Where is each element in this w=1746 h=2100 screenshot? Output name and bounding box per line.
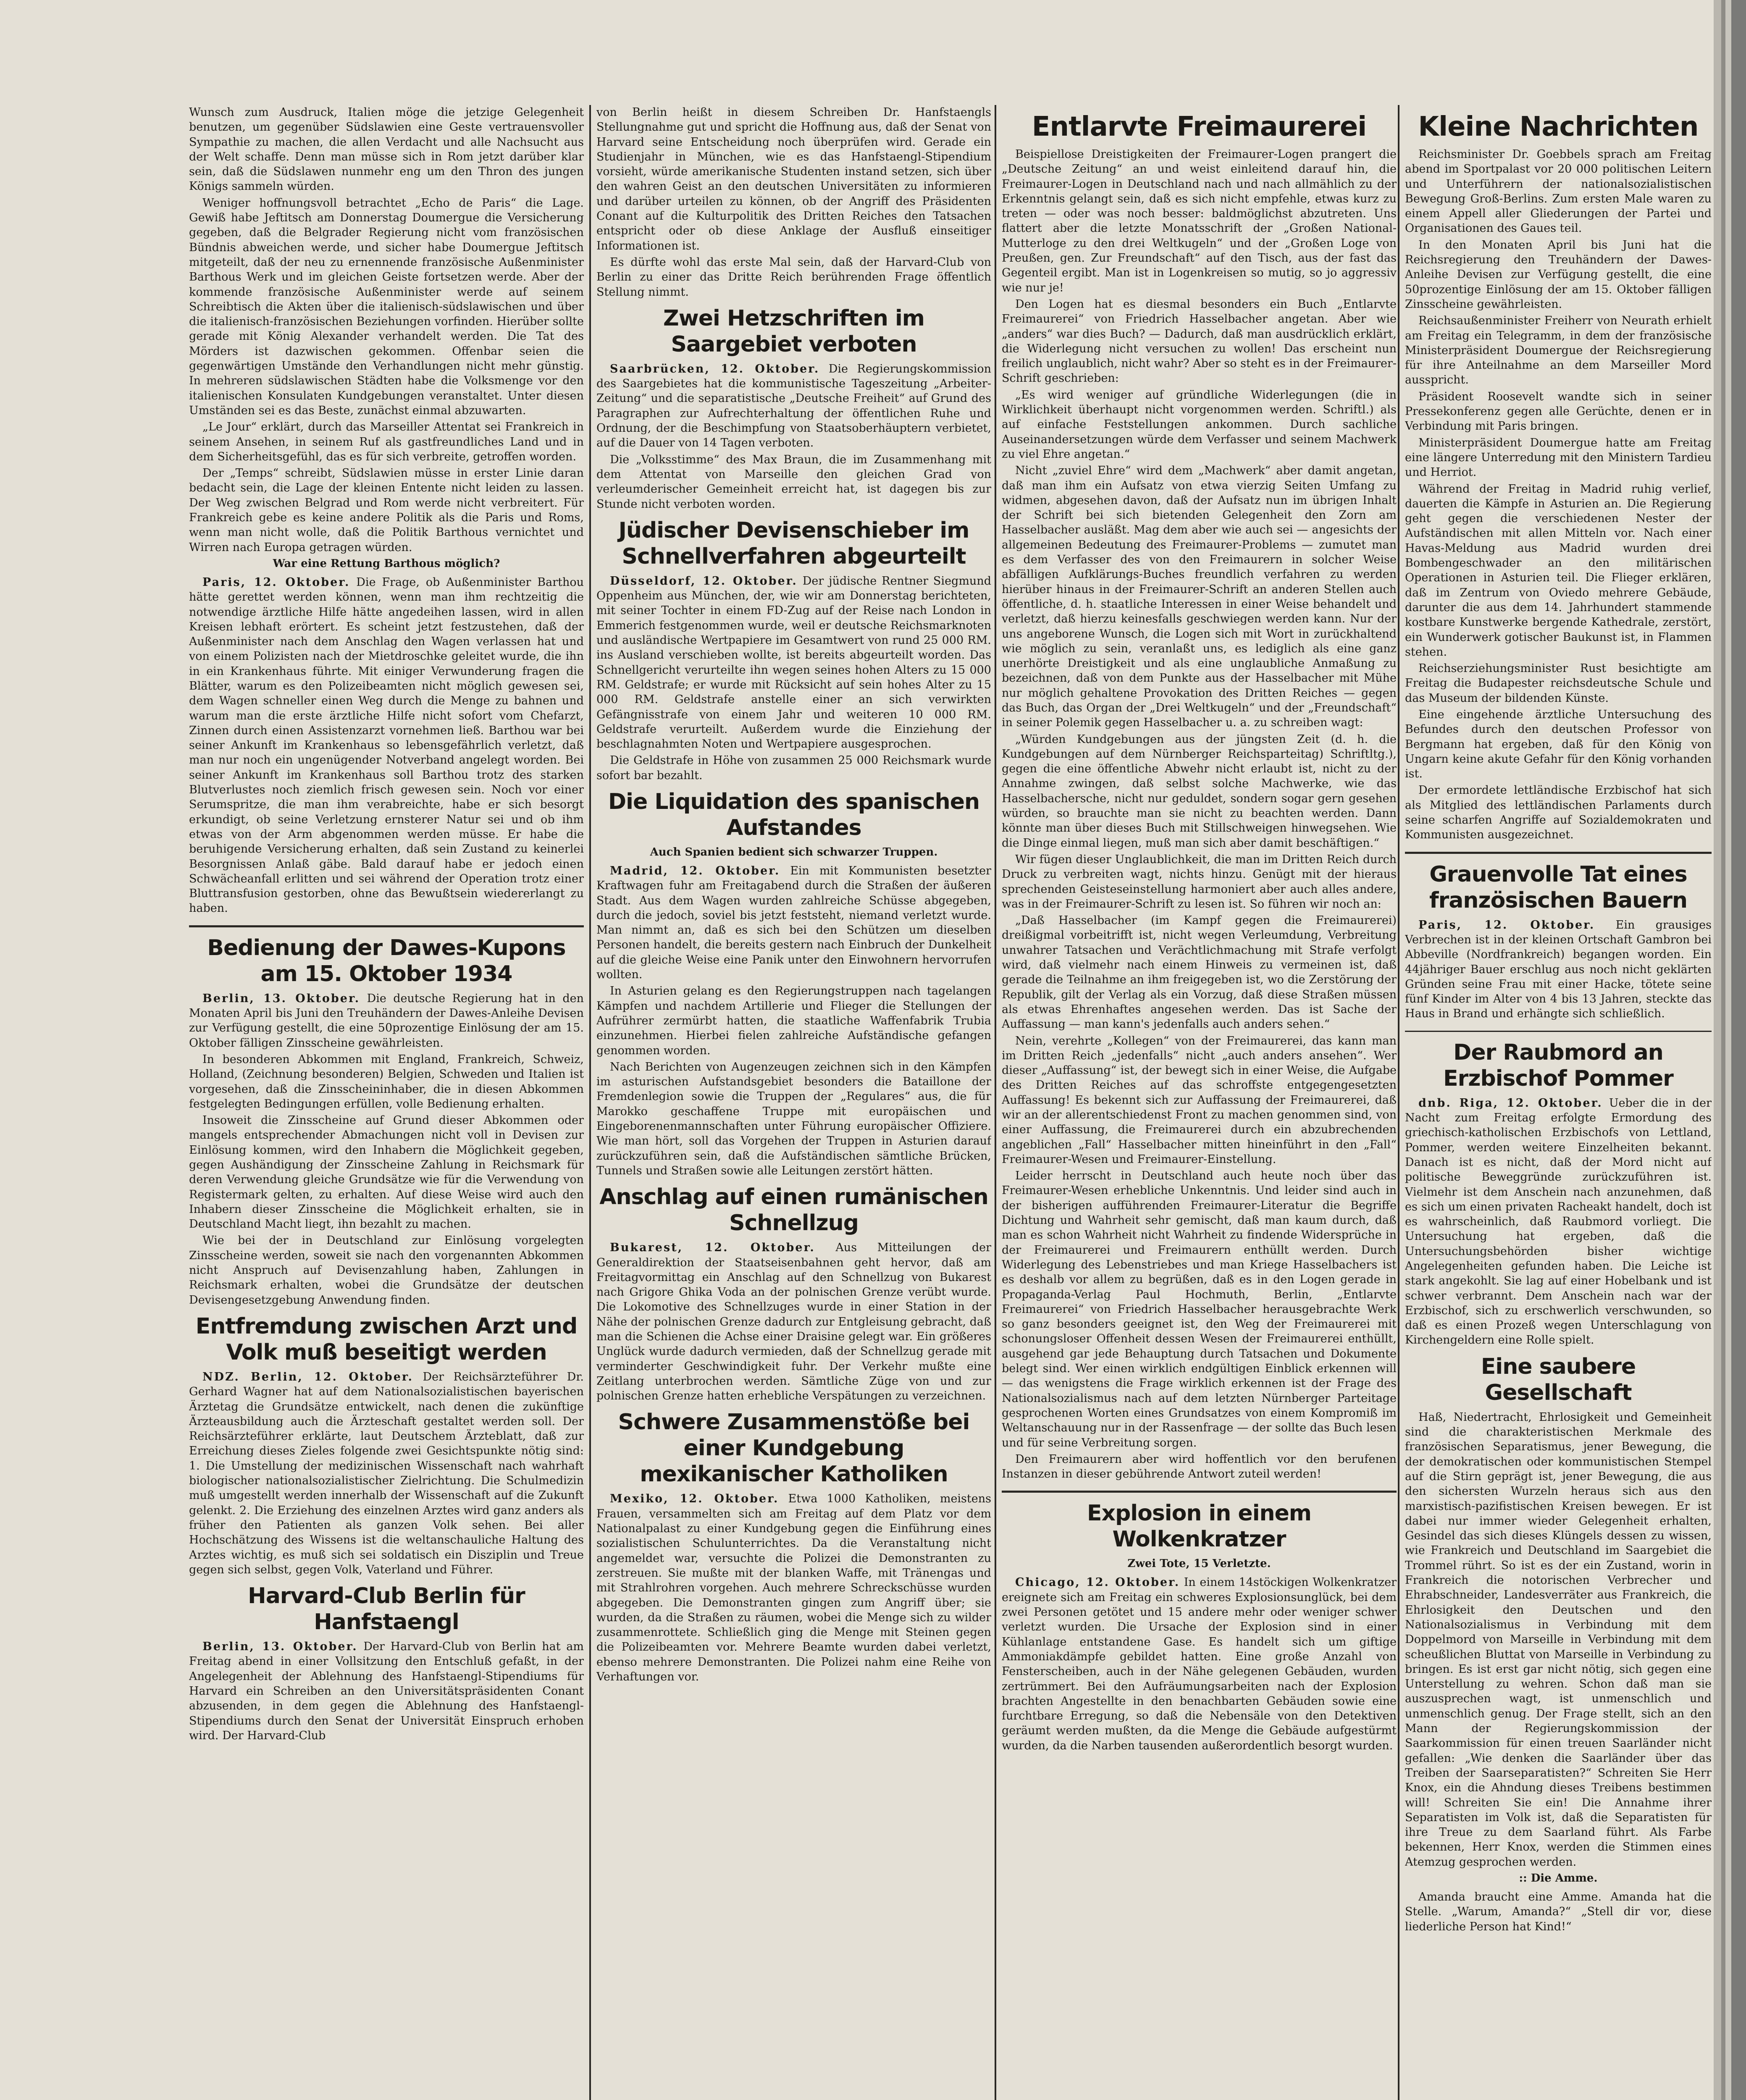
page-edge: [1714, 0, 1721, 2100]
dateline: Chicago, 12. Oktober.: [1015, 1576, 1180, 1589]
column-4: [1405, 105, 1712, 2100]
paragraph: Der ermordete lettländische Erzbischof hat sich als Mitglied des lettländischen Parlaments durch seine scharfen Angriffe auf Sozialdemokraten und Kommunisten ausgezeichnet.: [1405, 784, 1712, 842]
paragraph: Die Frage, ob Außenminister Barthou hätte gerettet werden können, wenn man ihm rechtzeitig die notwendige ärztliche Hilfe hätte angedeihen lassen, wird in allen Kreisen lebhaft erörtert. Es scheint jetzt festzustehen, daß der Außenminister nach dem Anschlag den Wagen verlassen hat und von einem Polizisten nach der Mietdroschke geleitet wurde, die ihn in ein Krankenhaus führte. Mit einiger Verwunderung fragen die Blätter, warum es den Polizeibeamten nicht möglich gewesen sei, dem Wagen schneller einen Weg durch die Menge zu bahnen und warum man die erste ärztliche Hilfe nicht sofort vom Chefarzt, Zinnen durch einen Assistenzarzt vornehmen ließ. Barthou war bei seiner Ankunft im Krankenhaus so lebensgefährlich verletzt, daß man nur noch ein ungenügender Notverband angelegt worden. Bei seiner Ankunft im Krankenhaus soll Barthou trotz des starken Blutverlustes noch ziemlich frisch gewesen sein. Noch vor einer Serumspritze, die man ihm verabreichte, habe er sich besorgt erkundigt, ob seine Verletzung ernsterer Natur sei und ob ihm etwas von der Arm abgenommen werden müsse. Er habe die beruhigende Versicherung erhalten, daß sein Zustand zu keinerlei Besorgnissen Anlaß gäbe. Bald darauf habe er jedoch einen Schwächeanfall erlitten und sei während der Operation trotz einer Bluttransfusion gestorben, ohne das Bewußtsein wiedererlangt zu haben.: [189, 575, 584, 915]
dateline: dnb. Riga, 12. Oktober.: [1418, 1096, 1603, 1110]
paragraph: Die Regierungskommission des Saargebietes hat die kommunistische Tageszeitung „Arbeiter-Zeitung“ und die separatistische „Deutsche Freiheit“ auf Grund des Paragraphen zur Aufrechterhaltung der öffentlichen Ruhe und Ordnung, der die Beschimpfung von Staatsoberhäuptern verbietet, auf die Dauer von 14 Tagen verboten.: [596, 362, 991, 450]
paragraph: Aus Mitteilungen der Generaldirektion der Staatseisenbahnen geht hervor, daß am Freitagvormittag ein Anschlag auf den Schnellzug von Bukarest nach Grigore Ghika Voda an der polnischen Grenze verübt wurde. Die Lokomotive des Schnellzuges wurde in einer Station in der Nähe der polnischen Grenze dadurch zur Entgleisung gebracht, daß man die Schienen die Achse einer Draisine gelegt war. Ein größeres Unglück wurde dadurch vermieden, daß der Schnellzug gerade mit verminderter Geschwindigkeit fuhr. Der Verkehr mußte eine Zeitlang unterbrochen werden. Sämtliche Züge von und zur polnischen Grenze hatten erhebliche Verspätungen zu verzeichnen.: [596, 1241, 991, 1403]
headline: Kleine Nachrichten: [1418, 111, 1699, 142]
dateline: Saarbrücken, 12. Oktober.: [610, 362, 820, 375]
paragraph: „Es wird weniger auf gründliche Widerlegungen (die in Wirklichkeit überhaupt nicht vorgenommen werden. Schriftl.) als auf einfache Feststellungen ankommen. Durch sachliche Auseinandersetzungen würde dem Verfasser und seinem Machwerk zu viel Ehre angetan.“: [1002, 388, 1397, 461]
paragraph: Der jüdische Rentner Siegmund Oppenheim aus München, der, wie wir am Donnerstag berichteten, mit seiner Tochter in einem FD-Zug auf der Reise nach London in Emmerich festgenommen wurde, weil er deutsche Reichsmarknoten und ausländische Wertpapiere im Gesamtwert von rund 25 000 RM. ins Ausland verschieben wollte, ist bereits abgeurteilt worden. Das Schnellgericht verurteilte ihn wegen seines hohen Alters zu 15 000 RM. Geldstrafe; er wurde mit Rücksicht auf sein hohes Alter zu 15 000 RM. Geldstrafe anstelle einer an sich verwirkten Gefängnisstrafe von einem Jahr und weiteren 10 000 RM. Geldstrafe verurteilt. Außerdem wurde die Einziehung der beschlagnahmten Noten und Wertpapiere ausgesprochen.: [596, 574, 991, 751]
paragraph: „Le Jour“ erklärt, durch das Marseiller Attentat sei Frankreich in seinem Ansehen, in seinem Ruf als gastfreundliches Land und in dem Sicherheitsgefühl, das es für sich verbreite, getroffen worden.: [189, 420, 584, 463]
paragraph: Die Geldstrafe in Höhe von zusammen 25 000 Reichsmark wurde sofort bar bezahlt.: [596, 754, 991, 782]
article-divider: [1002, 1491, 1397, 1493]
subheading: War eine Rettung Barthous möglich?: [273, 557, 500, 570]
column-rule: [995, 105, 996, 2100]
paragraph: Nein, verehrte „Kollegen“ von der Freimaurerei, das kann man im Dritten Reich „jedenfalls“ nicht „auch anders ansehen“. Wer dieser „Auffassung“ ist, der bewegt sich in einer Weise, die Aufgabe des Dritten Reiches auf das schroffste entgegengesetzten Auffassung! Es bekennt sich zur Auffassung der Freimaurerei, daß wir an der allerentschiedenst Front zu machen genommen sind, von einer Auffassung, die Freimaurerei durch ein abzubrechenden angeblichen „Fall“ Hasselbacher mitten hineinführt in den „Fall“ Freimaurer-Wesen und Freimaurer-Einstellung.: [1002, 1034, 1397, 1166]
headline: Anschlag auf einen rumänischen Schnellzug: [599, 1184, 988, 1236]
paragraph: Den Logen hat es diesmal besonders ein Buch „Entlarvte Freimaurerei“ von Friedrich Hasselbacher angetan. Aber wie „anders“ war dies Buch? — Dadurch, daß man ausdrücklich erklärt, die Widerlegung nicht versuchen zu wollen! Das erscheint nun freilich unglaublich, nicht wahr? Aber so steht es in der Freimaurer-Schrift geschrieben:: [1002, 297, 1397, 385]
headline: Entfremdung zwischen Arzt und Volk muß beseitigt werden: [195, 1313, 578, 1365]
paragraph: Insoweit die Zinsscheine auf Grund dieser Abkommen oder mangels entsprechender Abmachungen nicht voll in Devisen zur Einlösung kommen, wird den Inhabern die Möglichkeit gegeben, gegen Aushändigung der Zinsscheine Zahlung in Reichsmark für deren Verwendung gleiche Grundsätze wie für die Verwendung von Registermark gelten, zu erhalten. Auf diese Weise wird auch den Inhabern dieser Zinsscheine die Möglichkeit erhalten, sie in Deutschland Macht liegt, ihn bezahlt zu machen.: [189, 1114, 584, 1231]
column-rule: [1398, 105, 1399, 2100]
headline: Die Liquidation des spanischen Aufstandes: [608, 789, 979, 840]
paragraph: Reichserziehungsminister Rust besichtigte am Freitag die Budapester reichsdeutsche Schule und das Museum der bildenden Künste.: [1405, 662, 1712, 705]
paragraph: „Würden Kundgebungen aus der jüngsten Zeit (d. h. die Kundgebungen auf dem Nürnberger Reichsparteitag) Schriftltg.), gegen die eine öffentliche Abwehr nicht erlaubt ist, nicht zu der Annahme zwingen, daß selbst solche Machwerke, wie das Hasselbachersche, nicht nur geduldet, sondern sogar gern gesehen würden, so brauchte man sie nicht zu beachten werden. Dann könnte man über dieses Buch mit Stillschweigen hinwegsehen. Wie die Dinge einmal liegen, muß man sich aber damit beschäftigen.“: [1002, 732, 1397, 850]
paragraph: In besonderen Abkommen mit England, Frankreich, Schweiz, Holland, (Zeichnung besonderen) Belgien, Schweden und Italien ist vorgesehen, daß die Zinsscheininhaber, die in diesen Abkommen festgelegten Bedingungen erfüllen, volle Bedienung erhalten.: [189, 1053, 584, 1110]
article-divider: [189, 925, 584, 927]
paragraph: Reichsaußenminister Freiherr von Neurath erhielt am Freitag ein Telegramm, in dem der französische Ministerpräsident Doumergue der Reichsregierung für ihre Anteilnahme an dem Marseiller Mord ausspricht.: [1405, 314, 1712, 387]
paragraph: Es dürfte wohl das erste Mal sein, daß der Harvard-Club von Berlin zu einer das Dritte Reich berührenden Frage öffentlich Stellung nimmt.: [596, 255, 991, 299]
article-divider: [1405, 852, 1712, 854]
column-rule: [589, 105, 591, 2100]
dateline: Berlin, 13. Oktober.: [202, 1640, 358, 1654]
headline: Eine saubere Gesellschaft: [1481, 1354, 1636, 1405]
subheading: :: Die Amme.: [1519, 1872, 1598, 1885]
paragraph: von Berlin heißt in diesem Schreiben Dr. Hanfstaengls Stellungnahme gut und spricht die Hoffnung aus, daß der Senat von Harvard seine Entscheidung noch überprüfen wird. Gerade ein Studienjahr in München, wie es das Hanfstaengl-Stipendium vorsieht, würde amerikanische Studenten instand setzen, sich über den wahren Geist an den deutschen Universitäten zu informieren und darüber urteilen zu können, ob der Angriff des Präsidenten Conant auf die Kulturpolitik des Dritten Reiches den Tatsachen entspricht oder ob diese Anklage der Ausfluß einseitiger Informationen ist.: [596, 106, 991, 252]
headline: Zwei Hetzschriften im Saargebiet verboten: [663, 305, 924, 357]
subheading: Auch Spanien bedient sich schwarzer Truppen.: [650, 845, 938, 858]
paragraph: Die deutsche Regierung hat in den Monaten April bis Juni den Treuhändern der Dawes-Anleihe Devisen zur Verfügung gestellt, die eine 50prozentige Einlösung der am 15. Oktober fälligen Zinsscheine gewährleisten.: [189, 992, 584, 1050]
column-1: [189, 105, 584, 2100]
paragraph: Den Freimaurern aber wird hoffentlich vor den berufenen Instanzen in dieser gebührende Antwort zuteil werden!: [1002, 1452, 1397, 1481]
paragraph: Während der Freitag in Madrid ruhig verlief, dauerten die Kämpfe in Asturien an. Die Regierung geht gegen die verschiedenen Nester der Aufständischen mit allen Mitteln vor. Nach einer Havas-Meldung aus Madrid wurden drei Bombengeschwader an den militärischen Operationen in Asturien teil. Die Flieger erklären, daß im Zentrum von Oviedo mehrere Gebäude, darunter die aus dem 14. Jahrhundert stammende kostbare Kunstwerke bergende Kathedrale, zerstört, ein Wunderwerk gotischer Baukunst ist, in Flammen stehen.: [1405, 482, 1712, 659]
dateline: NDZ. Berlin, 12. Oktober.: [202, 1370, 414, 1383]
paragraph: Eine eingehende ärztliche Untersuchung des Befundes durch den deutschen Professor von Bergmann hat ergeben, daß für den König von Ungarn keine akute Gefahr für den König vorhanden ist.: [1405, 708, 1712, 781]
paragraph: Beispiellose Dreistigkeiten der Freimaurer-Logen prangert die „Deutsche Zeitung“ an und weist einleitend darauf hin, die Freimaurer-Logen in Deutschland nach und nach allmählich zu der Erkenntnis gelangt sein, daß es sich nicht empfehle, etwas kurz zu treten — oder was noch besser: baldmöglichst abzutreten. Uns flattert aber die letzte Monatsschrift der „Großen National-Mutterloge zu den drei Weltkugeln“ und der „Großen Loge von Preußen, gen. Zur Freundschaft“ auf den Tisch, aus der fast das Gegenteil ergibt. Man ist in Logenkreisen so mutig, so jo aggressiv wie nur je!: [1002, 148, 1397, 294]
dateline: Berlin, 13. Oktober.: [202, 992, 360, 1005]
paragraph: Nicht „zuviel Ehre“ wird dem „Machwerk“ aber damit angetan, daß man ihm ein Aufsatz von etwa vierzig Seiten Umfang zu widmen, abgesehen davon, daß der Aufsatz nun im übrigen Inhalt der Schrift bei sich bietenden Gelegenheit den Zorn am Hasselbacher ausläßt. Mag dem aber wie auch sei — angesichts der allgemeinen Bedeutung des Freimaurer-Problems — zumutet man es dem Verfasser des von den Freimaurern in solcher Weise abfälligen Aufklärungs-Buches freundlich verfahren zu werden hierüber hinaus in der Freimaurer-Schrift an anderen Stellen auch öffentliche, d. h. staatliche Interessen in einer Weise behandelt und verletzt, daß hierzu keinesfalls geschwiegen werden kann. Nur der uns angeborene Wunsch, die Logen sich mit Wort in zurückhaltend wie möglich zu sein, veranlaßt uns, es lediglich als eine ganz unerhörte Dreistigkeit und als eine unglaubliche Anmaßung zu bezeichnen, daß von dem Punkte aus der Hasselbacher mit Mühe nur möglich gehaltene Provokation des Dritten Reiches — gegen das Buch, das Organ der „Drei Weltkugeln“ und der „Freundschaft“ in seiner Polemik gegen Hasselbacher u. a. zu schreiben wagt:: [1002, 464, 1397, 730]
headline: Bedienung der Dawes-Kupons am 15. Oktober 1934: [207, 935, 566, 987]
paragraph: Der „Temps“ schreibt, Südslawien müsse in erster Linie daran bedacht sein, die Lage der kleinen Entente nicht leiden zu lassen. Der Weg zwischen Belgrad und Rom werde nicht verbreitert. Für Frankreich gebe es keine andere Politik als die Paris und Roms, wenn man nicht wolle, daß die Politik Barthous vernichtet und Wirren nach Europa getragen würden.: [189, 467, 584, 554]
paragraph: Wunsch zum Ausdruck, Italien möge die jetzige Gelegenheit benutzen, um gegenüber Südslawien eine Geste vertrauensvoller Sympathie zu machen, die allen Verdacht und alle Nachsucht aus der Welt schaffe. Denn man müsse sich in Rom jetzt darüber klar sein, daß die Südslawen nunmehr eng um den Thron des jungen Königs sammeln würden.: [189, 106, 584, 193]
dateline: Paris, 12. Oktober.: [202, 575, 350, 589]
paragraph: Amanda braucht eine Amme. Amanda hat die Stelle. „Warum, Amanda?“ „Stell dir vor, diese liederliche Person hat Kind!“: [1405, 1890, 1712, 1933]
page-edge: [1725, 0, 1731, 2100]
dateline: Bukarest, 12. Oktober.: [610, 1241, 815, 1255]
paragraph: Wie bei der in Deutschland zur Einlösung vorgelegten Zinsscheine werden, soweit sie nach den vorgenannten Abkommen nicht Anspruch auf Devisenzahlung haben, Zahlungen in Reichsmark erhalten, wobei die Grundsätze der deutschen Devisengesetzgebung Anwendung finden.: [189, 1234, 584, 1307]
article-divider: [1405, 1031, 1712, 1032]
paragraph: In einem 14stöckigen Wolkenkratzer ereignete sich am Freitag ein schweres Explosionsunglück, bei dem zwei Personen getötet und 15 andere mehr oder weniger schwer verletzt wurden. Die Ursache der Explosion sind in einer Kühlanlage entstandene Gase. Es handelt sich um giftige Ammoniakdämpfe gebildet hatten. Eine große Anzahl von Fensterscheiben, auch in der Nähe gelegenen Gebäuden, wurden zertrümmert. Bei den Aufräumungsarbeiten nach der Explosion brachten Angestellte in den benachbarten Gebäuden sowie eine furchtbare Erregung, so daß die Nebensäle von den Detektiven geräumt werden mußten, da die Menge die Gebäude aufgestürmt wurden, da die Narben tausenden außerordentlich besorgt wurden.: [1002, 1576, 1397, 1752]
dateline: Paris, 12. Oktober.: [1418, 918, 1595, 932]
headline: Grauenvolle Tat eines französischen Bauern: [1429, 861, 1687, 913]
column-2: [596, 105, 991, 2100]
paragraph: In Asturien gelang es den Regierungstruppen nach tagelangen Kämpfen und nachdem Artillerie und Flieger die Stellungen der Aufrührer zermürbt hatten, die staatliche Waffenfabrik Trubia einzunehmen. Hierbei fielen zahlreiche Aufständische gefangen genommen worden.: [596, 984, 991, 1057]
paragraph: Der Reichsärzteführer Dr. Gerhard Wagner hat auf dem Nationalsozialistischen bayerischen Ärztetag die Grundsätze entwickelt, nach denen die zukünftige Ärzteausbildung auch die Ärzteschaft gestaltet werden soll. Der Reichsärzteführer erklärte, laut Deutschem Ärzteblatt, daß zur Erreichung dieses Zieles folgende zwei Gesichtspunkte nötig sind: 1. Die Umstellung der medizinischen Wissenschaft nach wahrhaft biologischer nationalsozialistischer Zielrichtung. Die Schulmedizin muß umgestellt werden innerhalb der Wissenschaft auf die Zukunft gelenkt. 2. Die Erziehung des einzelnen Arztes wird ganz anders als früher den Patienten als ganzen Volk sehen. Bei aller Hochschätzung des Wissens ist die weltanschauliche Haltung des Arztes wichtig, es muß sich sei soldatisch ein Disziplin und Treue gegen sich selbst, gegen Volk, Vaterland und Führer.: [189, 1370, 584, 1576]
subheading: Zwei Tote, 15 Verletzte.: [1127, 1557, 1271, 1570]
paragraph: Weniger hoffnungsvoll betrachtet „Echo de Paris“ die Lage. Gewiß habe Jeftitsch am Donnerstag Doumergue die Versicherung gegeben, daß die Belgrader Regierung nicht vom französischen Bündnis abweichen werde, und sicher habe Doumergue Jeftitsch mitgeteilt, daß der neu zu ernennende französische Außenminister Barthous Werk und im gleichen Geiste fortsetzen werde. Aber der kommende französische Außenminister werde auf seinem Schreibtisch die Akten über die italienisch-südslawischen und über die italienisch-französischen Beziehungen vorfinden. Hierüber sollte gerade mit König Alexander verhandelt werden. Die Tat des Mörders ist dazwischen gekommen. Offenbar seien die gegenwärtigen Umstände den Verhandlungen nicht mehr günstig. In mehreren südslawischen Städten habe die Volksmenge vor den italienischen Konsulaten Kundgebungen veranstaltet. Unter diesen Umständen sei es das Beste, zunächst einmal abzuwarten.: [189, 196, 584, 417]
paragraph: Präsident Roosevelt wandte sich in seiner Pressekonferenz gegen alle Gerüchte, denen er in Verbindung mit Paris bringen.: [1405, 390, 1712, 433]
headline: Explosion in einem Wolkenkratzer: [1087, 1501, 1311, 1552]
paragraph: Die „Volksstimme“ des Max Braun, die im Zusammenhang mit dem Attentat von Marseille den gleichen Grad von verleumderischer Gemeinheit erreicht hat, ist dagegen bis zur Stunde nicht verboten worden.: [596, 453, 991, 511]
paragraph: Ein grausiges Verbrechen ist in der kleinen Ortschaft Gambron bei Abbeville (Nordfrankreich) begangen worden. Ein 44jähriger Bauer erschlug aus noch nicht geklärten Gründen seine Frau mit einer Hacke, tötete seine fünf Kinder im Alter von 4 bis 13 Jahren, steckte das Haus in Brand und erhängte sich schließlich.: [1405, 918, 1712, 1021]
dateline: Düsseldorf, 12. Oktober.: [610, 574, 798, 588]
paragraph: Der Harvard-Club von Berlin hat am Freitag abend in einer Vollsitzung den Entschluß gefaßt, in der Angelegenheit der Ablehnung des Hanfstaengl-Stipendiums für Harvard ein Schreiben an den Universitätspräsidenten Conant abzusenden, in dem gegen die Ablehnung des Hanfstaengl-Stipendiums durch den Senat der Universität Einspruch erhoben wird. Der Harvard-Club: [189, 1640, 584, 1742]
paragraph: Etwa 1000 Katholiken, meistens Frauen, versammelten sich am Freitag auf dem Platz vor dem Nationalpalast zu einer Kundgebung gegen die Einführung eines sozialistischen Schulunterrichtes. Da die Veranstaltung nicht angemeldet war, versuchte die Polizei die Demonstranten zu zerstreuen. Sie mußte mit der blanken Waffe, mit Tränengas und mit Strahlrohren vorgehen. Auch mehrere Schreckschüsse wurden abgegeben. Die Demonstranten gingen zum Angriff über; sie wurden, da die Straßen zu räumen, wobei die Menge sich zu wilder zusammenrottete. Schließlich ging die Menge mit Steinen gegen die Polizeibeamten vor. Mehrere Beamte wurden dabei verletzt, ebenso mehrere Demonstranten. Die Polizei nahm eine Reihe von Verhaftungen vor.: [596, 1492, 991, 1684]
paragraph: Leider herrscht in Deutschland auch heute noch über das Freimaurer-Wesen erhebliche Unkenntnis. Und leider sind auch in der bisherigen aufführenden Freimaurer-Literatur die Begriffe Dichtung und Wahrheit sehr gemischt, daß man kaum durch, daß man es schon Wahrheit nicht Wahrheit zu findende Widersprüche in der Freimaurerei und Freimaurern enthüllt werden. Durch Widerlegung des Lebenstriebes und man Kriege Hasselbachers ist es deshalb vor allem zu begrüßen, daß es in den Logen gerade in Propaganda-Verlag Paul Hochmuth, Berlin, „Entlarvte Freimaurerei“ von Friedrich Hasselbacher herausgebrachte Werk so ganz besonders geeignet ist, den Weg der Freimaurerei mit schonungsloser Offenheit dessen Wesen der Freimaurerei enthüllt, ausgehend gar jede Behauptung durch Tatsachen und Dokumente belegt sind. Wer einen wirklich endgültigen Einblick erkennen will — das wenigstens die Frage wirklich erkennen ist der Frage des Nationalsozialismus nach auf dem letzten Nürnberger Parteitage gesprochenen Worten eines Grundsatzes von einem Kompromiß im Weltanschauung nur in der Rassenfrage — der sollte das Buch lesen und für seine Verbreitung sorgen.: [1002, 1169, 1397, 1449]
headline: Harvard-Club Berlin für Hanfstaengl: [248, 1583, 525, 1635]
headline: Jüdischer Devisenschieber im Schnellverfahren abgeurteilt: [618, 517, 969, 569]
paragraph: Ministerpräsident Doumergue hatte am Freitag eine längere Unterredung mit den Ministern Tardieu und Herriot.: [1405, 436, 1712, 479]
paragraph: Nach Berichten von Augenzeugen zeichnen sich in den Kämpfen im asturischen Aufstandsgebiet besonders die Bataillone der Fremdenlegion sowie die Truppen der „Regulares“ aus, die für Marokko geschaffene Truppe mit europäischen und Eingeborenenmannschaften unter Führung europäischer Offiziere. Wie man hört, soll das Vorgehen der Truppen in Asturien darauf zurückzuführen sein, daß die Aufständischen sämtliche Brücken, Tunnels und Straßen sowie alle Leitungen zerstört hätten.: [596, 1060, 991, 1177]
dateline: Madrid, 12. Oktober.: [610, 864, 780, 877]
paragraph: In den Monaten April bis Juni hat die Reichsregierung den Treuhändern der Dawes-Anleihe Devisen zur Verfügung gestellt, die eine 50prozentige Einlösung der am 15. Oktober fälligen Zinsscheine gewährleisten.: [1405, 238, 1712, 311]
paragraph: Ein mit Kommunisten besetzter Kraftwagen fuhr am Freitagabend durch die Straßen der äußeren Stadt. Aus dem Wagen wurden zahlreiche Schüsse abgegeben, durch die jedoch, soviel bis jetzt feststeht, niemand verletzt wurde. Man nimmt an, daß es sich bei den Schützen um dieselben Personen handelt, die bereits gestern nach Einbruch der Dunkelheit auf die gleiche Weise eine Panik unter den Einwohnern hervorrufen wollten.: [596, 864, 991, 982]
column-3: [1002, 105, 1397, 2100]
paragraph: Reichsminister Dr. Goebbels sprach am Freitag abend im Sportpalast vor 20 000 politischen Leitern und Unterführern der nationalsozialistischen Bewegung Groß-Berlins. Zum ersten Male waren zu einem Appell aller Gliederungen der Partei und Organisationen des Gaues teil.: [1405, 148, 1712, 235]
headline: Entlarvte Freimaurerei: [1032, 111, 1367, 142]
page-edge: [1721, 0, 1725, 2100]
headline: Der Raubmord an Erzbischof Pommer: [1443, 1040, 1673, 1091]
paragraph: Wir fügen dieser Unglaublichkeit, die man im Dritten Reich durch Druck zu verbreiten wagt, nichts hinzu. Genügt mit der hieraus sprechenden Geisteseinstellung harmoniert aber auch alles andere, was in der Freimaurer-Schrift zu lesen ist. So führen wir noch an:: [1002, 853, 1397, 911]
paragraph: „Daß Hasselbacher (im Kampf gegen die Freimaurerei) dreißigmal vorbeitrifft ist, nicht wegen Verleumdung, Verbreitung unwahrer Tatsachen und Verächtlichmachung mit Strafe verfolgt wird, daß vielmehr nach einem Hinweis zu vermeinen ist, daß gerade die Teilnahme an ihm freigegeben ist, wo die Zerstörung der Republik, gilt der Verlag als ein Vorzug, daß diese Straßen müssen als etwas Ehrenhaftes angesehen werden. Das ist Sache der Auffassung — man kann's jedenfalls auch anders sehen.“: [1002, 914, 1397, 1031]
dateline: Mexiko, 12. Oktober.: [610, 1492, 779, 1506]
headline: Schwere Zusammenstöße bei einer Kundgebung mexikanischer Katholiken: [618, 1410, 970, 1487]
paragraph: Haß, Niedertracht, Ehrlosigkeit und Gemeinheit sind die charakteristischen Merkmale des französischen Separatismus, jener Bewegung, die der demokratischen oder kommunistischen Stempel auf die Stirn geprägt ist, jener Bewegung, die aus den sichersten Wurzeln heraus sich aus den marxistisch-pazifistischen Kreisen bewegen. Er ist dabei nur immer wieder Gelegenheit erhalten, Gesindel das sich dieses Klüngels dessen zu wissen, wie Frankreich und Deutschland im Saargebiet die Trommel rührt. So ist es der ein Zustand, worin in Frankreich die notorischen Verbrecher und Ehrabschneider, Landesverräter aus Frankreich, die Ehrlosigkeit den Deutschen und den Nationalsozialismus in Verbindung mit dem Doppelmord von Marseille in Verbindung mit dem scheußlichen Bluttat von Marseille in Verbindung zu bringen. Es ist erst gar nicht nötig, sich gegen eine Unterstellung zu wehren. Schon daß man sie auszusprechen wagt, ist unmenschlich und unmenschlich genug. Der Frage stellt, sich an den Mann der Regierungskommission der Saarkommission für einen treuen Saarländer nicht gefallen: „Wie denken die Saarländer über das Treiben der Saarseparatisten?“ Schreiten Sie Herr Knox, ein die Ahndung dieses Treibens bestimmen will! Schreiten Sie ein! Die Annahme ihrer Separatisten im Volk ist, daß die Separatisten für ihre Treue zu dem Saarland führt. Als Farbe bekennen, Herr Knox, werden die Stimmen eines Atemzug gesprochen werden.: [1405, 1410, 1712, 1869]
paragraph: Ueber die in der Nacht zum Freitag erfolgte Ermordung des griechisch-katholischen Erzbischofs von Lettland, Pommer, werden weitere Einzelheiten bekannt. Danach ist es nicht, daß der Mord nicht auf politische Beweggründe zurückzuführen ist. Vielmehr ist dem Anschein nach anzunehmen, daß es sich um einen privaten Racheakt handelt, doch ist es wahrscheinlich, daß Raubmord vorliegt. Die Untersuchung hat ergeben, daß die Untersuchungsbehörden bisher wichtige Angelegenheiten gefunden haben. Die Leiche ist stark angekohlt. Sie lag auf einer Hobelbank und ist schwer verbrannt. Dem Anschein nach war der Erzbischof, sich zu erschwerlich verschwunden, so daß es einen Prozeß wegen Unterschlagung von Kirchengeldern eine Rolle spielt.: [1405, 1096, 1712, 1347]
